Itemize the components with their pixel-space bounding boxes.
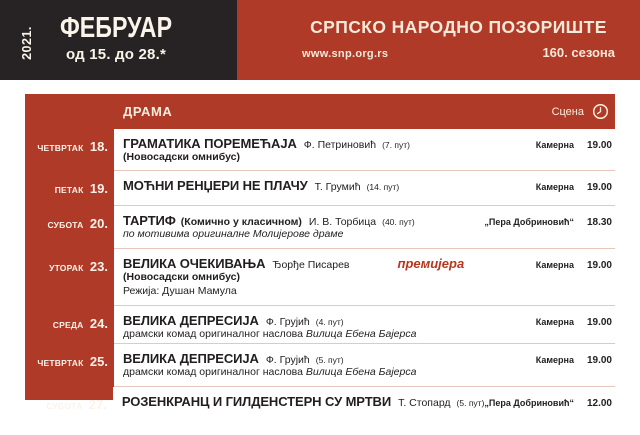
- show-cell: [114, 206, 615, 249]
- month-wrap: [42, 13, 190, 63]
- show-cell: [114, 129, 615, 171]
- date-number: 20.: [89, 216, 108, 231]
- day-label: ЧЕТВРТАК: [37, 358, 84, 368]
- stage-name: Камерна: [535, 140, 574, 150]
- schedule-panel: [25, 94, 615, 412]
- date-cell: [25, 344, 114, 387]
- show-author: Ф. Грујић: [265, 354, 310, 366]
- show-title: РОЗЕНКРАНЦ И ГИЛДЕНСТЕРН СУ МРТВИ: [121, 394, 392, 409]
- subtitle-italic: Вилица Ебена Бајерса: [305, 366, 417, 378]
- section-title: ДРАМА: [123, 104, 173, 119]
- stage-name: Камерна: [535, 317, 574, 327]
- subtitle-italic: по мотивима оригиналне Молијерове драме: [123, 228, 344, 240]
- subtitle-plain: драмски комад оригиналног наслова: [123, 366, 303, 378]
- clock-icon: [592, 103, 609, 120]
- show-cell: [114, 344, 615, 387]
- performance-count: (7. пут): [382, 140, 410, 150]
- title-line: [123, 256, 612, 271]
- show-subtitle: [123, 228, 612, 242]
- show-author: Ф. Петриновић: [303, 139, 377, 151]
- schedule-row: [25, 206, 615, 249]
- title-line: [123, 136, 612, 151]
- website-link[interactable]: www.snp.org.rs: [302, 48, 389, 60]
- show-author: Ф. Грујић: [265, 316, 310, 328]
- top-banner: [0, 0, 640, 80]
- day-label: СУБОТА: [47, 220, 84, 230]
- schedule-row: [25, 171, 615, 206]
- show-author: Т. Стопард: [398, 397, 451, 409]
- show-title: МОЋНИ РЕНЏЕРИ НЕ ПЛАЧУ: [123, 178, 308, 193]
- stage-name: „Пера Добриновић“: [484, 217, 574, 227]
- date-number: 19.: [89, 181, 108, 196]
- stage-name: „Пера Добриновић“: [484, 398, 574, 408]
- show-subtitle: [123, 271, 612, 285]
- stage-name: Камерна: [535, 260, 574, 270]
- date-cell: [25, 387, 113, 435]
- theater-name: СРПСКО НАРОДНО ПОЗОРИШТЕ: [310, 17, 607, 37]
- day-label: ЧЕТВРТАК: [37, 143, 84, 153]
- show-time: 19.00: [586, 260, 612, 271]
- month-block: [0, 0, 237, 80]
- day-label: СРЕДА: [52, 320, 84, 330]
- performance-count: (14. пут): [366, 182, 400, 192]
- show-cell: [114, 171, 615, 206]
- date-number: 25.: [89, 354, 108, 369]
- stage-name: Камерна: [535, 182, 574, 192]
- day-label: УТОРАК: [49, 263, 84, 273]
- schedule-row: [25, 306, 615, 344]
- show-title: ВЕЛИКА ОЧЕКИВАЊА: [123, 256, 266, 271]
- schedule-row: [25, 249, 615, 306]
- date-cell: [25, 306, 114, 344]
- show-cell: [113, 387, 615, 435]
- show-title: ГРАМАТИКА ПОРЕМЕЋАЈА: [123, 136, 297, 151]
- date-number: 23.: [89, 259, 108, 274]
- show-note: (Комично у класичном): [180, 216, 302, 228]
- subtitle-bold: (Новосадски омнибус): [123, 271, 240, 283]
- day-label: ПЕТАК: [54, 185, 84, 195]
- schedule-header: [25, 94, 615, 129]
- show-author: Ђорђе Писарев: [272, 259, 350, 271]
- performance-count: (5. пут): [456, 398, 485, 408]
- show-director: Режија: Душан Мамула: [123, 284, 237, 297]
- season-label: 160. сезона: [542, 45, 615, 60]
- show-title: ВЕЛИКА ДЕПРЕСИЈА: [123, 313, 259, 328]
- show-time: 19.00: [586, 182, 612, 193]
- date-cell: [25, 206, 114, 249]
- date-number: 24.: [89, 316, 108, 331]
- show-author: Т. Грумић: [314, 181, 361, 193]
- subtitle-plain: драмски комад оригиналног наслова: [123, 328, 303, 340]
- subtitle-italic: Вилица Ебена Бајерса: [305, 328, 417, 340]
- date-number: 27.: [88, 397, 107, 412]
- title-line: [122, 394, 612, 409]
- date-range: од 15. до 28.*: [65, 45, 166, 63]
- title-line: [123, 178, 612, 193]
- date-cell: [25, 249, 114, 306]
- performance-count: (5. пут): [315, 355, 344, 365]
- show-title: ВЕЛИКА ДЕПРЕСИЈА: [123, 351, 259, 366]
- month-title: ФЕБРУАР: [59, 12, 173, 44]
- show-time: 12.00: [586, 398, 612, 409]
- day-label: СУБОТА: [46, 401, 83, 411]
- schedule-row: [25, 387, 615, 435]
- year-label: 2021.: [20, 26, 34, 60]
- show-title: ТАРТИФ: [123, 213, 176, 228]
- show-subtitle: [123, 151, 612, 165]
- stage-column-header: Сцена: [551, 105, 584, 118]
- show-cell: [114, 306, 615, 344]
- performance-count: (4. пут): [315, 317, 344, 327]
- subtitle-bold: (Новосадски омнибус): [123, 151, 240, 163]
- theater-inner: [302, 17, 615, 60]
- show-time: 18.30: [586, 217, 612, 228]
- show-time: 19.00: [586, 140, 612, 151]
- schedule-row: [25, 344, 615, 387]
- banner-subline: [302, 45, 615, 60]
- show-time: 19.00: [586, 317, 612, 328]
- premiere-badge: премијера: [397, 256, 465, 271]
- date-number: 18.: [89, 139, 108, 154]
- title-line: [123, 313, 612, 328]
- performance-count: (40. пут): [382, 217, 415, 227]
- stage-name: Камерна: [535, 355, 574, 365]
- title-line: [123, 351, 612, 366]
- show-subtitle: [123, 328, 612, 342]
- date-cell: [25, 171, 114, 206]
- theater-block: [237, 0, 640, 80]
- show-cell: [114, 249, 615, 306]
- show-subtitle: [123, 366, 612, 380]
- show-time: 19.00: [586, 355, 612, 366]
- title-line: [123, 213, 612, 228]
- date-cell: [25, 129, 114, 171]
- show-author: И. В. Торбица: [308, 216, 377, 228]
- schedule-row: [25, 129, 615, 171]
